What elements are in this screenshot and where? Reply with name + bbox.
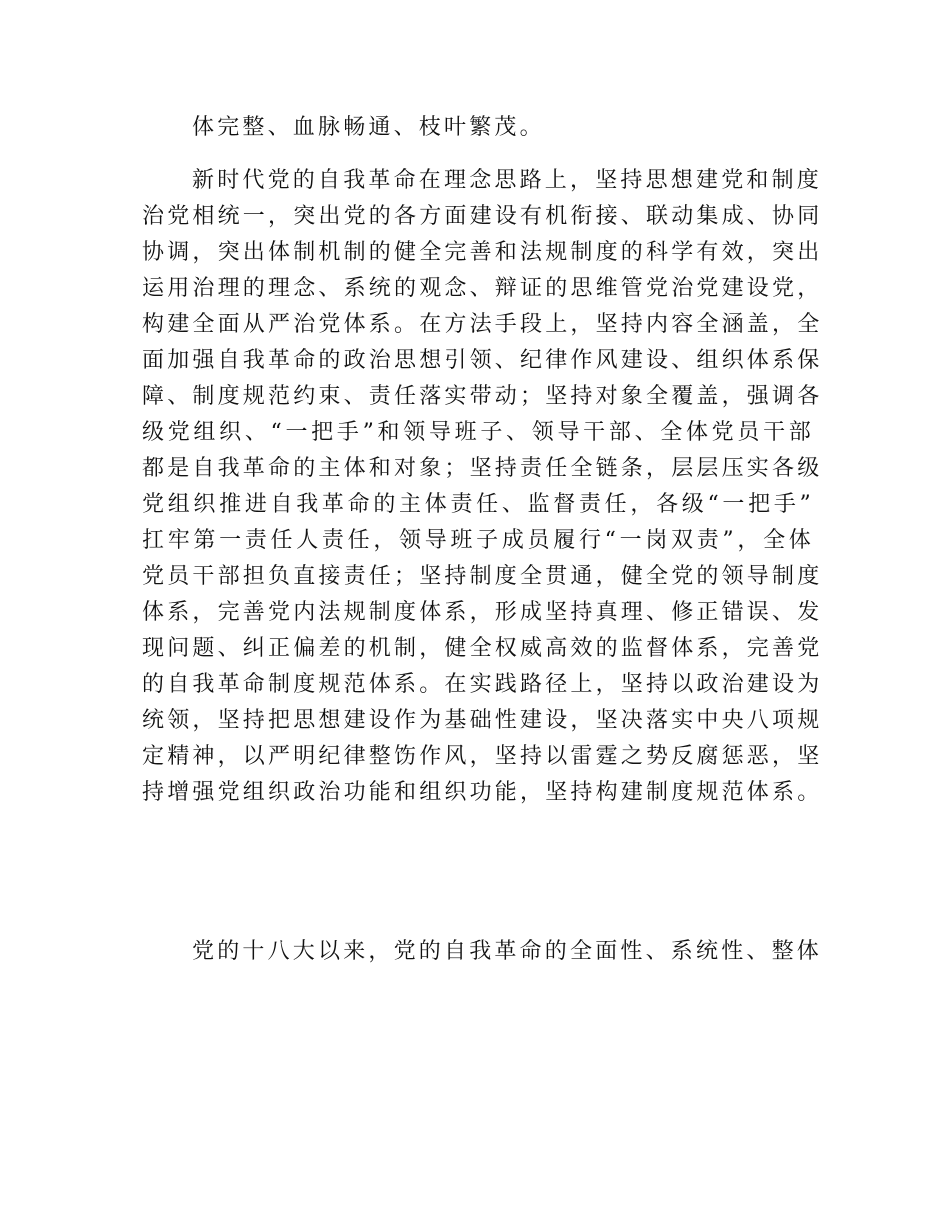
paragraph-line: 构建全面从严治党体系。在方法手段上，坚持内容全涵盖，全 [142,312,823,337]
paragraph-line: 体完整、血脉畅通、枝叶繁茂。 [192,115,545,140]
paragraph-line: 党员干部担负直接责任；坚持制度全贯通，健全党的领导制度 [142,564,823,589]
paragraph-1 [142,110,814,146]
paragraph-line: 级党组织、“一把手”和领导班子、领导干部、全体党员干部 [142,420,814,445]
paragraph-line: 协调，突出体制机制的健全完善和法规制度的科学有效，突出 [142,240,823,265]
paragraph-line: 现问题、纠正偏差的机制，健全权威高效的监督体系，完善党 [142,636,823,661]
paragraph-line: 的自我革命制度规范体系。在实践路径上，坚持以政治建设为 [142,672,823,697]
paragraph-line: 体系，完善党内法规制度体系，形成坚持真理、修正错误、发 [142,600,823,625]
paragraph-line: 扛牢第一责任人责任，领导班子成员履行“一岗双责”，全体 [142,528,814,553]
paragraph-line: 障、制度规范约束、责任落实带动；坚持对象全覆盖，强调各 [142,384,823,409]
paragraph-2 [142,163,823,811]
paragraph-line: 党的十八大以来，党的自我革命的全面性、系统性、整体 [192,939,823,964]
paragraph-line: 新时代党的自我革命在理念思路上，坚持思想建党和制度 [192,168,823,193]
paragraph-line: 统领，坚持把思想建设作为基础性建设，坚决落实中央八项规 [142,708,823,733]
paragraph-line: 持增强党组织政治功能和组织功能，坚持构建制度规范体系。 [142,780,823,805]
paragraph-line: 运用治理的理念、系统的观念、辩证的思维管党治党建设党， [142,276,823,301]
paragraph-line: 都是自我革命的主体和对象；坚持责任全链条，层层压实各级 [142,456,823,481]
paragraph-line: 党组织推进自我革命的主体责任、监督责任，各级“一把手” [142,492,814,517]
paragraph-line: 治党相统一，突出党的各方面建设有机衔接、联动集成、协同 [142,204,823,229]
paragraph-line: 面加强自我革命的政治思想引领、纪律作风建设、组织体系保 [142,348,823,373]
paragraph-line: 定精神，以严明纪律整饬作风，坚持以雷霆之势反腐惩恶，坚 [142,744,823,769]
paragraph-3 [142,934,823,970]
